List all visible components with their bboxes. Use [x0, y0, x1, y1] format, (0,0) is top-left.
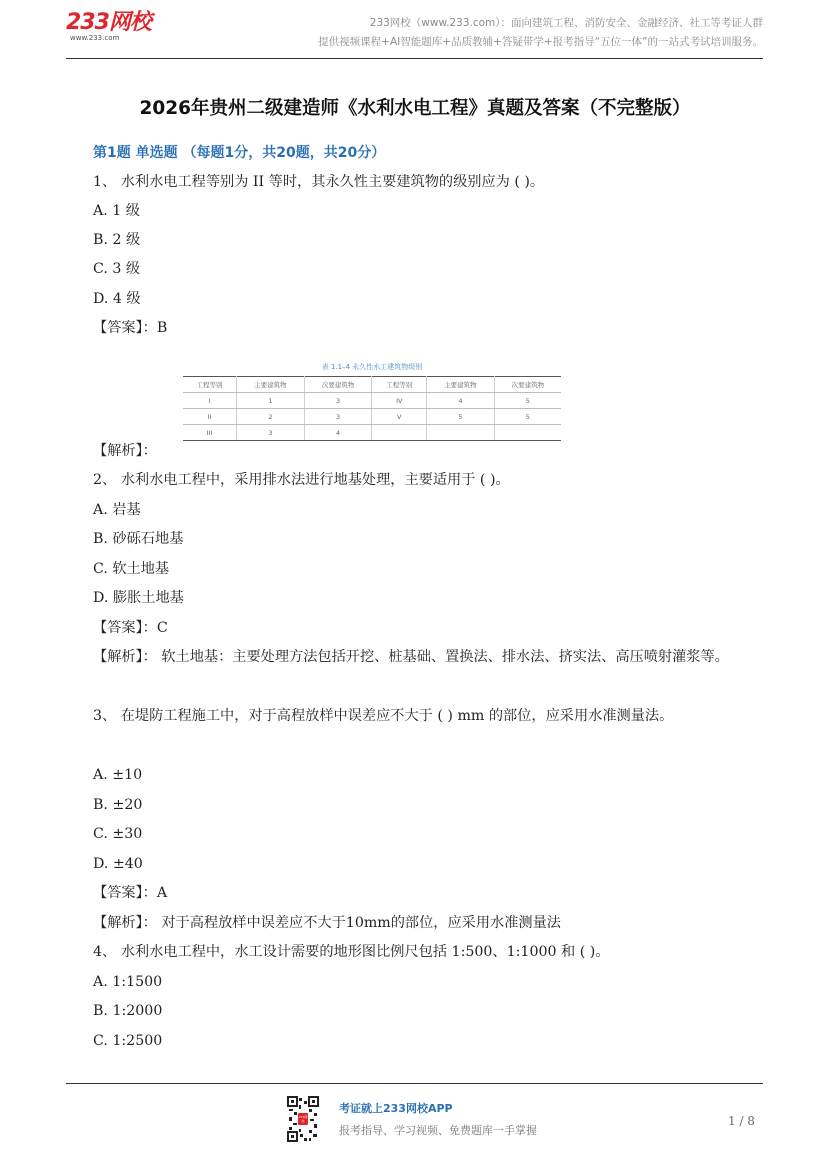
footer-divider — [66, 1083, 763, 1084]
question-2-option-d: D. 膨胀土地基 — [93, 590, 184, 606]
question-1-option-d: D. 4 级 — [93, 291, 141, 307]
header-info-line2: 提供视频课程+AI智能题库+品质教辅+答疑带学+报考指导“五位一体”的一站式考试培训服务。 — [318, 36, 763, 48]
logo-text: 233网校 — [66, 10, 151, 35]
table-cell: 3 — [237, 425, 305, 441]
question-2-option-a: A. 岩基 — [93, 502, 141, 518]
building-grade-table — [183, 376, 561, 441]
qr-badge-label: 233网校 — [298, 1115, 308, 1123]
footer-app-promo: 考证就上233网校APP — [339, 1102, 453, 1115]
table-cell: II — [183, 409, 237, 425]
logo-url: www.233.com — [70, 34, 120, 42]
table-cell: 5 — [494, 409, 561, 425]
table-cell — [494, 425, 561, 441]
question-3-stem: 3、 在堤防工程施工中，对于高程放样中误差应不大于 ( ) mm 的部位，应采用水准测量法。 — [93, 708, 674, 724]
page-footer — [287, 1096, 567, 1146]
table-cell: 5 — [494, 393, 561, 409]
table-caption: 表 1.1–4 永久性水工建筑物级别 — [321, 363, 423, 371]
section-heading: 第1题 单选题 （每题1分，共20题，共20分） — [93, 145, 386, 161]
question-3-option-d: D. ±40 — [93, 856, 143, 872]
table-header-cell: 工程等别 — [372, 377, 427, 393]
question-2-option-c: C. 软土地基 — [93, 561, 170, 577]
question-4-option-b: B. 1:2000 — [93, 1003, 163, 1019]
question-3-answer: 【答案】：A — [93, 885, 168, 901]
table-header-cell: 次要建筑物 — [304, 377, 372, 393]
table-cell: V — [372, 409, 427, 425]
question-3-option-b: B. ±20 — [93, 797, 143, 813]
page-header — [66, 10, 763, 58]
question-1-table-figure — [183, 360, 561, 441]
question-1-stem: 1、 水利水电工程等别为 II 等时，其永久性主要建筑物的级别应为 ( )。 — [93, 174, 545, 190]
question-2-analysis: 【解析】： 软土地基：主要处理方法包括开挖、桩基础、置换法、排水法、挤实法、高压喷射灌浆等。 — [93, 649, 729, 665]
question-1-option-b: B. 2 级 — [93, 232, 141, 248]
table-header-cell: 次要建筑物 — [494, 377, 561, 393]
footer-app-tagline: 报考指导、学习视频、免费题库一手掌握 — [339, 1124, 537, 1137]
table-header-row — [183, 377, 561, 393]
question-3-option-a: A. ±10 — [93, 767, 143, 783]
table-cell: 2 — [237, 409, 305, 425]
table-cell: 4 — [304, 425, 372, 441]
table-cell — [372, 425, 427, 441]
table-header-cell: 工程等别 — [183, 377, 237, 393]
table-cell: 4 — [427, 393, 495, 409]
question-3-analysis: 【解析】： 对于高程放样中误差应不大于10mm的部位，应采用水准测量法 — [93, 915, 561, 931]
brand-logo[interactable] — [66, 12, 151, 43]
question-1-answer: 【答案】：B — [93, 320, 168, 336]
question-3-option-c: C. ±30 — [93, 826, 143, 842]
table-cell: 3 — [304, 393, 372, 409]
table-cell: III — [183, 425, 237, 441]
question-1-analysis-label: 【解析】： — [93, 443, 157, 459]
page-title: 2026年贵州二级建造师《水利水电工程》真题及答案（不完整版） — [139, 98, 691, 119]
header-info-line1: 233网校（www.233.com）：面向建筑工程、消防安全、金融经济、社工等考证人群 — [369, 17, 763, 29]
header-divider — [66, 58, 763, 59]
table-header-cell: 主要建筑物 — [427, 377, 495, 393]
header-info — [318, 14, 763, 52]
table-header-cell: 主要建筑物 — [237, 377, 305, 393]
table-cell: 3 — [304, 409, 372, 425]
question-2-option-b: B. 砂砾石地基 — [93, 531, 184, 547]
question-2-stem: 2、 水利水电工程中，采用排水法进行地基处理，主要适用于 ( )。 — [93, 472, 510, 488]
question-1-option-c: C. 3 级 — [93, 261, 141, 277]
question-4-option-a: A. 1:1500 — [93, 974, 163, 990]
table-cell — [427, 425, 495, 441]
table-row — [183, 393, 561, 409]
table-cell: 5 — [427, 409, 495, 425]
question-4-stem: 4、 水利水电工程中，水工设计需要的地形图比例尺包括 1:500、1:1000 和 ( )。 — [93, 944, 610, 960]
table-cell: 1 — [237, 393, 305, 409]
question-1-option-a: A. 1 级 — [93, 203, 140, 219]
table-cell: I — [183, 393, 237, 409]
table-row — [183, 409, 561, 425]
question-2-answer: 【答案】：C — [93, 620, 168, 636]
page-number: 1 / 8 — [728, 1114, 755, 1128]
question-4-option-c: C. 1:2500 — [93, 1033, 163, 1049]
table-row — [183, 425, 561, 441]
table-cell: IV — [372, 393, 427, 409]
